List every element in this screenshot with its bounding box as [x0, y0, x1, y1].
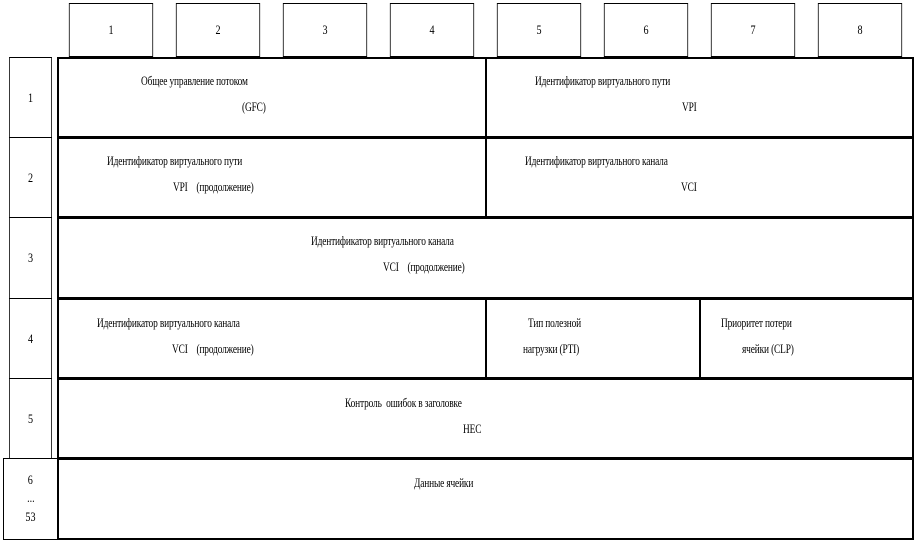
field-pti: [485, 298, 701, 379]
vci-2-abbr: VCI (продолжение): [383, 259, 465, 274]
vci-1-abbr: VCI: [681, 179, 697, 194]
pti-title: Тип полезной: [528, 315, 582, 330]
gfc-abbr: (GFC): [242, 99, 266, 114]
field-hec: [57, 378, 914, 459]
field-vpi-1: [485, 57, 914, 138]
payload-title: Данные ячейки: [414, 475, 474, 490]
vpi-1-title: Идентификатор виртуального пути: [535, 73, 671, 88]
octet-label-4: 4: [9, 298, 52, 379]
pti-abbr: нагрузки (PTI): [523, 341, 580, 356]
bit-header-2: 2: [176, 3, 260, 57]
bit-header-8: 8: [818, 3, 902, 57]
vci-2-title: Идентификатор виртуального канала: [311, 233, 454, 248]
vpi-2-abbr: VPI (продолжение): [173, 179, 254, 194]
field-vci-1: [485, 137, 914, 218]
vci-1-title: Идентификатор виртуального канала: [525, 153, 668, 168]
octet-label-5: 5: [9, 378, 52, 459]
octet-label-dots: ...: [26, 490, 35, 505]
octet-label-6: 6: [27, 472, 34, 487]
vpi-2-title: Идентификатор виртуального пути: [107, 153, 243, 168]
vci-3-abbr: VCI (продолжение): [172, 341, 254, 356]
field-vci-3: [57, 298, 487, 379]
vci-3-title: Идентификатор виртуального канала: [97, 315, 240, 330]
field-vpi-2: [57, 137, 487, 218]
field-clp: [699, 298, 914, 379]
hec-abbr: HEC: [463, 421, 482, 436]
bit-header-4: 4: [390, 3, 474, 57]
bit-header-3: 3: [283, 3, 367, 57]
clp-abbr: ячейки (CLP): [742, 341, 794, 356]
vpi-1-abbr: VPI: [682, 99, 697, 114]
octet-label-6-53: [3, 458, 58, 540]
octet-label-1: 1: [9, 57, 52, 138]
gfc-title: Общее управление потоком: [141, 73, 248, 88]
bit-header-7: 7: [711, 3, 795, 57]
field-gfc: [57, 57, 487, 138]
octet-label-53: 53: [25, 509, 36, 524]
bit-header-6: 6: [604, 3, 688, 57]
field-payload: [57, 458, 914, 540]
hec-title: Контроль ошибок в заголовке: [345, 395, 462, 410]
field-vci-2: [57, 217, 914, 299]
bit-header-1: 1: [69, 3, 153, 57]
octet-label-3: 3: [9, 217, 52, 299]
bit-header-5: 5: [497, 3, 581, 57]
clp-title: Приоритет потери: [721, 315, 792, 330]
octet-label-2: 2: [9, 137, 52, 218]
